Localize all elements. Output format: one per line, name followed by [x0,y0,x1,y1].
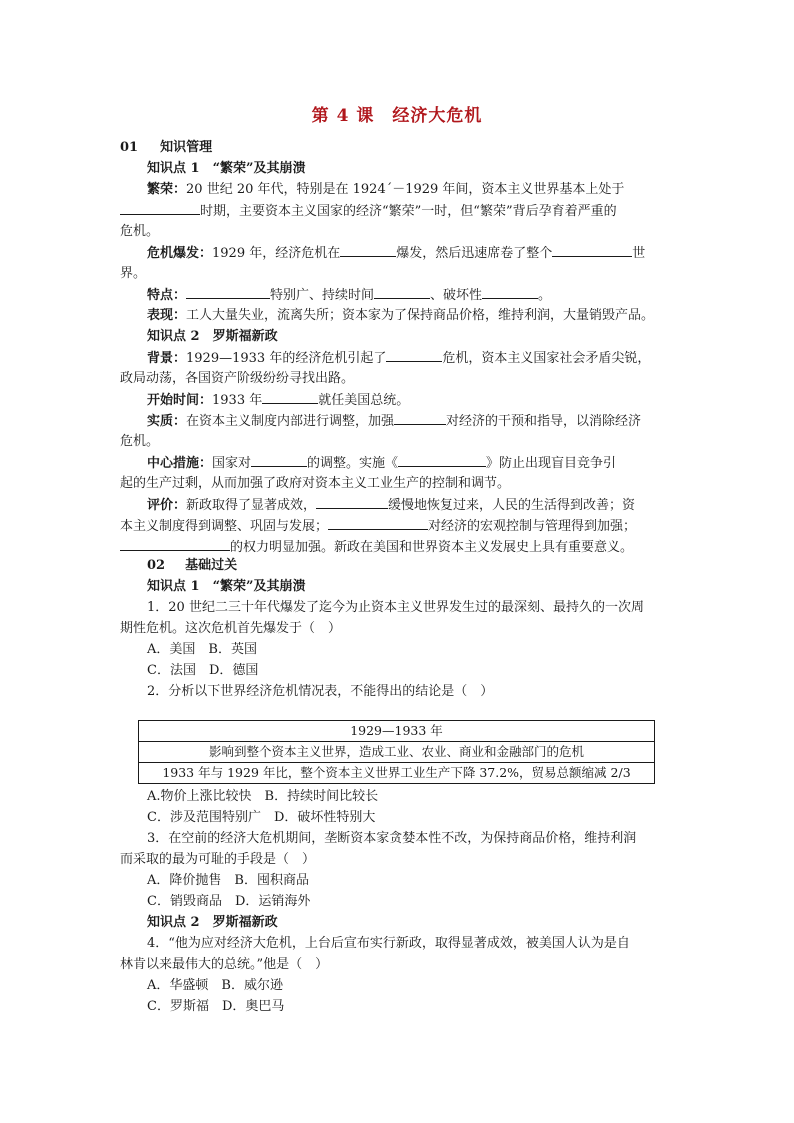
question-2-options-1 [147,787,378,807]
k1-heading [147,159,306,179]
section-number: 01 [120,140,139,155]
beijing-a: 1929—1933 年的经济危机引起了 [186,351,387,366]
weiji-paragraph-line1 [147,243,645,264]
question-4-options-2 [147,997,284,1017]
question-2-text: 2．分析以下世界经济危机情况表，不能得出的结论是（ ） [147,684,494,699]
beijing-label: 背景： [147,351,187,366]
shizhi-paragraph-line2 [120,432,159,452]
blank [552,243,632,257]
shizhi-b: 对经济的干预和指导，以消除经济 [446,414,642,429]
shizhi-c: 危机。 [120,434,160,449]
table-row [139,721,655,742]
blank [374,285,430,299]
q1-options-cd: C．法国 D．德国 [147,663,259,678]
table-row [139,742,655,763]
tedian-b: 、破坏性 [430,288,483,303]
biaoxian-label: 表现： [147,308,187,323]
k1-heading-text: 知识点 1 “繁荣”及其崩溃 [147,161,306,176]
practice-k1-heading [147,577,306,597]
question-2-options-2 [147,808,375,828]
k2-heading-text: 知识点 2 罗斯福新政 [147,329,278,344]
question-1-options-2 [147,661,258,681]
blank [398,453,486,467]
beijing-b: 危机，资本主义国家社会矛盾尖锐， [442,351,651,366]
section-header-practice [147,556,237,576]
biaoxian-text: 工人大量失业，流离失所；资本家为了保持商品价格，维持利润，大量销毁产品。 [186,308,655,323]
weiji-text1c: 世 [632,246,646,261]
blank [251,453,307,467]
crisis-data-table [138,720,655,784]
blank [186,285,270,299]
weiji-label: 危机爆发： [147,246,213,261]
blank [386,348,442,362]
q2-options-cd: C．涉及范围特别广 D．破坏性特别大 [147,810,376,825]
table-row [139,763,655,784]
question-1-text-a: 1．20 世纪二三十年代爆发了迄今为止资本主义世界发生过的最深刻、最持久的一次周 [147,600,644,615]
question-3-line2 [120,850,315,870]
q1-options-ab: A．美国 B．英国 [147,642,257,657]
question-3-text-a: 3．在空前的经济大危机期间，垄断资本家贪婪本性不改，为保持商品价格，维持利润 [147,831,637,846]
fanrong-paragraph-line2 [120,201,617,222]
q4-options-cd: C．罗斯福 D．奥巴马 [147,999,285,1014]
table-cell: 1929—1933 年 [139,721,655,742]
blank [482,285,538,299]
beijing-paragraph-line1 [147,348,650,369]
table-cell: 影响到整个资本主义世界，造成工业、农业、商业和金融部门的危机 [139,742,655,763]
biaoxian-paragraph [147,306,654,326]
tedian-paragraph [147,285,551,306]
blank [340,243,396,257]
zhongxin-b: 的调整。实施《 [307,456,399,471]
blank [394,411,446,425]
section-header-knowledge [120,138,212,158]
kaishi-paragraph [147,390,409,411]
question-4-options-1 [147,976,283,996]
zhongxin-d: 起的生产过剩，从而加强了政府对资本主义工业生产的控制和调节。 [120,476,511,491]
pingjia-label: 评价： [147,498,187,513]
pingjia-d: 对经济的宏观控制与管理得到加强； [428,519,637,534]
fanrong-text1: 20 世纪 20 年代，特别是在 1924´－1929 年间，资本主义世界基本上处于 [186,182,625,197]
weiji-text1b: 爆发，然后迅速席卷了整个 [396,246,553,261]
q3-options-ab: A．降价抛售 B．囤积商品 [147,873,309,888]
question-3-line1 [147,829,636,849]
shizhi-paragraph-line1 [147,411,641,432]
blank [262,390,318,404]
pingjia-e: 的权力明显加强。新政在美国和世界资本主义发展史上具有重要意义。 [230,540,634,555]
question-4-text-a: 4．“他为应对经济大危机，上台后宣布实行新政，取得显著成效，被美国人认为是自 [147,936,630,951]
weiji-text1a: 1929 年，经济危机在 [212,246,341,261]
beijing-c: 政局动荡，各国资产阶级纷纷寻找出路。 [120,371,355,386]
fanrong-text3: 危机。 [120,224,160,239]
tedian-c: 。 [538,288,552,303]
practice-k2-heading [147,913,278,933]
question-2 [147,682,493,702]
zhongxin-label: 中心措施： [147,456,213,471]
question-1-line2 [120,619,341,639]
kaishi-a: 1933 年 [212,393,263,408]
blank [120,201,200,215]
zhongxin-c: 》防止出现盲目竞争引 [486,456,617,471]
zhongxin-paragraph-line1 [147,453,616,474]
question-4-line2 [120,955,328,975]
beijing-paragraph-line2 [120,369,354,389]
section-title: 基础过关 [185,558,238,573]
weiji-paragraph-line2 [120,264,146,284]
kaishi-b: 就任美国总统。 [318,393,410,408]
q2-options-ab: A.物价上涨比较快 B．持续时间比较长 [147,789,379,804]
blank [316,495,388,509]
q4-options-ab: A．华盛顿 B．威尔逊 [147,978,283,993]
pingjia-paragraph-line1 [147,495,635,516]
fanrong-text2: 时期，主要资本主义国家的经济“繁荣”一时，但“繁荣”背后孕育着严重的 [200,204,617,219]
question-4-text-b: 林肯以来最伟大的总统。”他是（ ） [120,957,329,972]
question-1-line1 [147,598,644,618]
blank [328,516,428,530]
question-3-text-b: 而采取的最为可耻的手段是（ ） [120,852,316,867]
question-1-text-b: 期性危机。这次危机首先爆发于（ ） [120,621,342,636]
pingjia-a: 新政取得了显著成效， [186,498,317,513]
section-number: 02 [147,558,166,573]
practice-k1-heading-text: 知识点 1 “繁荣”及其崩溃 [147,579,306,594]
lesson-title: 第 4 课 经济大危机 [311,106,483,126]
pingjia-c: 本主义制度得到调整、巩固与发展； [120,519,329,534]
question-3-options-1 [147,871,309,891]
pingjia-paragraph-line3 [120,537,633,558]
tedian-label: 特点： [147,288,187,303]
zhongxin-paragraph-line2 [120,474,510,494]
kaishi-label: 开始时间： [147,393,213,408]
zhongxin-a: 国家对 [212,456,252,471]
shizhi-a: 在资本主义制度内部进行调整，加强 [186,414,395,429]
practice-k2-heading-text: 知识点 2 罗斯福新政 [147,915,278,930]
shizhi-label: 实质： [147,414,187,429]
pingjia-paragraph-line2 [120,516,636,537]
tedian-a: 特别广、持续时间 [270,288,375,303]
question-1-options-1 [147,640,257,660]
fanrong-paragraph-line3 [120,222,159,242]
weiji-text2: 界。 [120,266,147,281]
blank [120,537,230,551]
k2-heading [147,327,278,347]
q3-options-cd: C．销毁商品 D．运销海外 [147,894,311,909]
question-3-options-2 [147,892,310,912]
fanrong-paragraph-line1 [147,180,624,200]
pingjia-b: 缓慢地恢复过来，人民的生活得到改善；资 [388,498,636,513]
question-4-line1 [147,934,630,954]
table-cell: 1933 年与 1929 年比，整个资本主义世界工业生产下降 37.2%，贸易总额缩减 2/3 [139,763,655,784]
section-title: 知识管理 [160,140,213,155]
fanrong-label: 繁荣： [147,182,187,197]
